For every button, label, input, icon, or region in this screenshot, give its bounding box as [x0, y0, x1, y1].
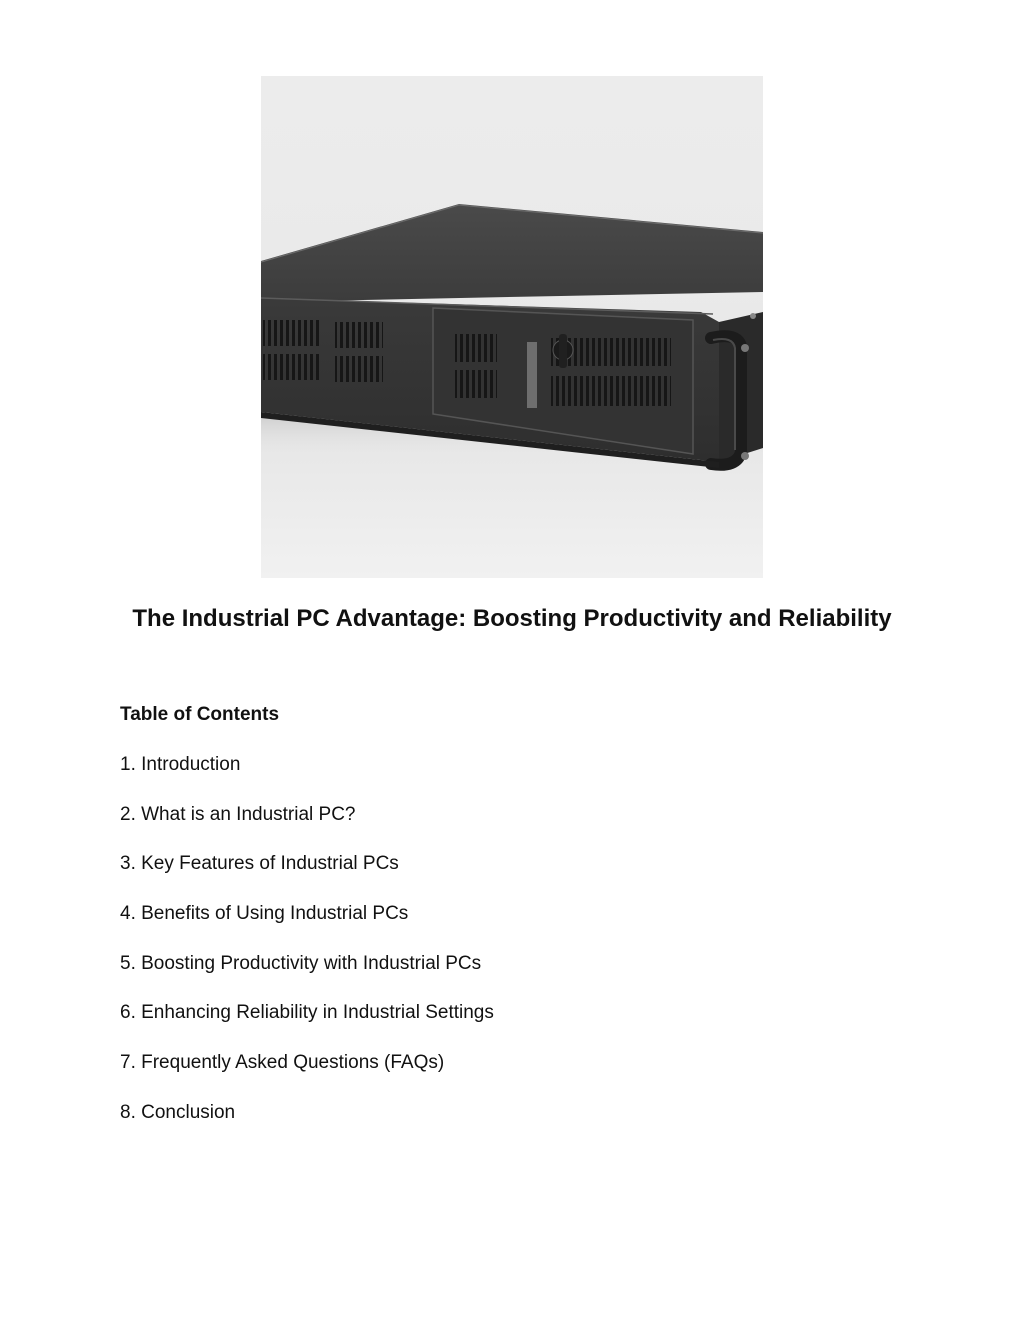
toc-item-introduction: 1. Introduction	[120, 754, 241, 775]
toc-item-faqs: 7. Frequently Asked Questions (FAQs)	[120, 1052, 445, 1074]
industrial-pc-image	[261, 76, 763, 578]
toc-item-key-features: 3. Key Features of Industrial PCs	[120, 853, 399, 875]
toc-item-boosting-productivity: 5. Boosting Productivity with Industrial PCs	[120, 952, 482, 974]
document-title: The Industrial PC Advantage: Boosting Productivity and Reliability	[132, 605, 892, 632]
rack-chassis-illustration	[261, 76, 763, 578]
toc-item-what-is-industrial-pc: 2. What is an Industrial PC?	[120, 803, 356, 825]
toc-item-benefits: 4. Benefits of Using Industrial PCs	[120, 903, 409, 925]
toc-item-enhancing-reliability: 6. Enhancing Reliability in Industrial Settings	[120, 1002, 494, 1024]
toc-item-conclusion: 8. Conclusion	[120, 1101, 236, 1123]
table-of-contents	[120, 752, 494, 1150]
toc-heading: Table of Contents	[120, 704, 280, 725]
